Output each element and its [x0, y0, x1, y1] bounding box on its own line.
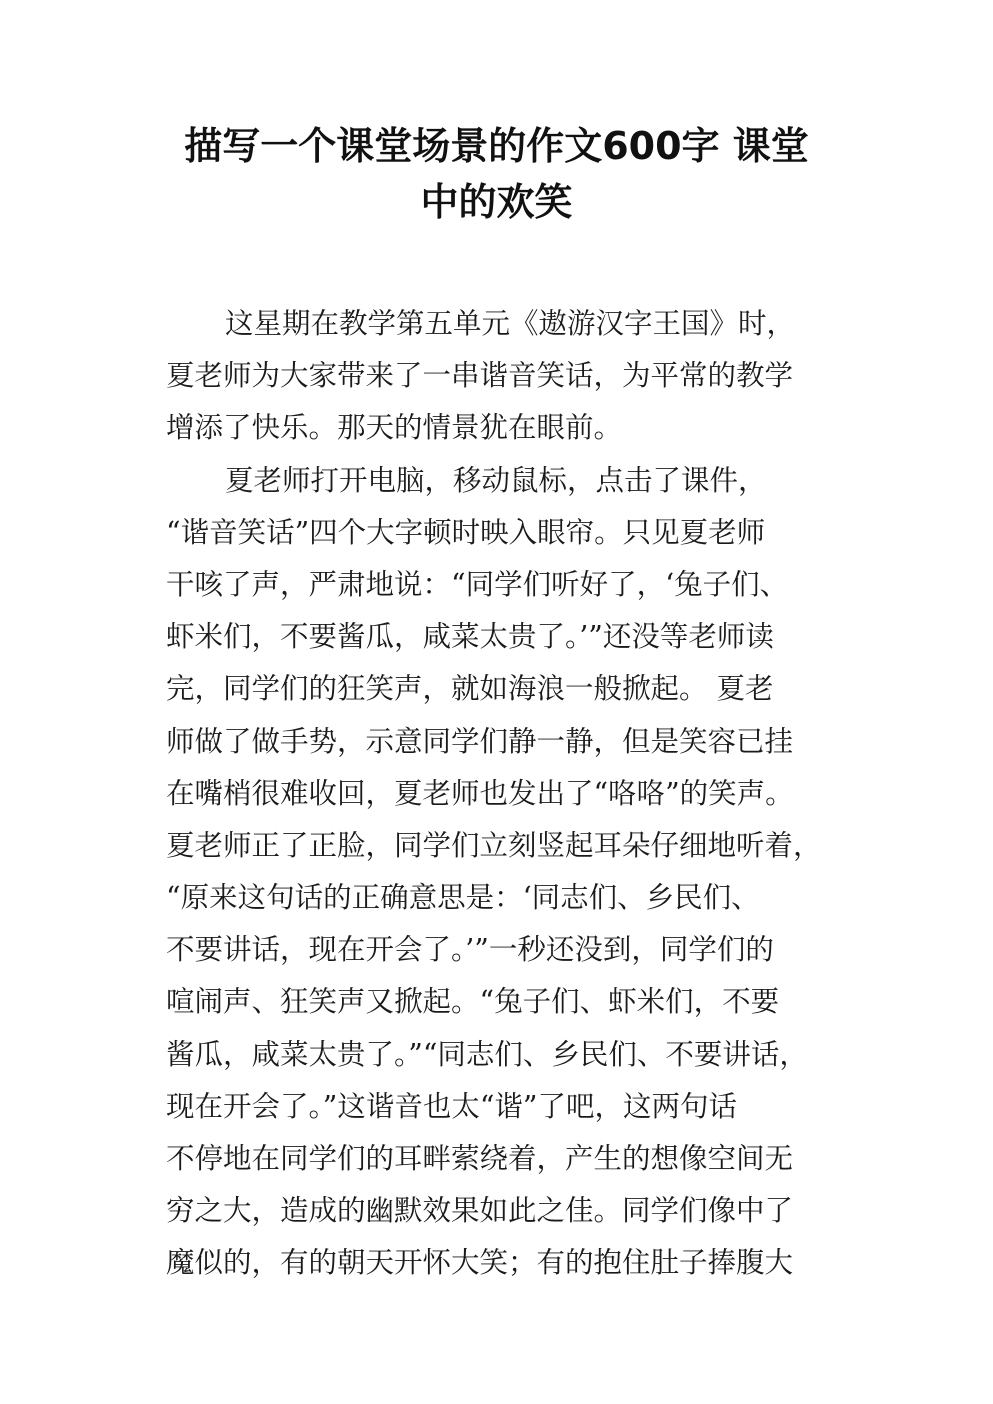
text-line: 酱瓜，咸菜太贵了。”“同志们、乡民们、不要讲话， [166, 1037, 808, 1071]
text-line: 夏老师正了正脸，同学们立刻竖起耳朵仔细地听着， [166, 828, 822, 862]
title-line: 描写一个课堂场景的作文600字 课堂 [184, 124, 809, 168]
text-line: 魔似的，有的朝天开怀大笑；有的抱住肚子捧腹大 [166, 1246, 794, 1280]
essay-body [166, 298, 846, 1290]
title-line: 中的欢笑 [420, 180, 573, 224]
text-line: “原来这句话的正确意思是：‘同志们、乡民们、 [166, 881, 760, 915]
text-line: 在嘴梢很难收回，夏老师也发出了“咯咯”的笑声。 [166, 776, 794, 810]
text-line: 喧闹声、狂笑声又掀起。“兔子们、虾米们，不要 [166, 985, 780, 1019]
paragraph-1 [166, 298, 846, 455]
text-line: 不停地在同学们的耳畔萦绕着，产生的想像空间无 [166, 1142, 794, 1175]
text-line: 穷之大，造成的幽默效果如此之佳。同学们像中了 [166, 1194, 794, 1228]
text-line: 增添了快乐。那天的情景犹在眼前。 [166, 411, 623, 445]
text-line: 师做了做手势，示意同学们静一静，但是笑容已挂 [166, 724, 794, 758]
text-line: 夏老师打开电脑，移动鼠标，点击了课件， [225, 463, 767, 497]
text-line: 干咳了声，严肃地说：“同学们听好了，‘兔子们、 [166, 567, 789, 601]
text-line: 虾米们，不要酱瓜，咸菜太贵了。’”还没等老师读 [166, 620, 774, 654]
text-line: 完，同学们的狂笑声，就如海浪一般掀起。 夏老 [166, 672, 774, 706]
text-line: 夏老师为大家带来了一串谐音笑话，为平常的教学 [166, 359, 794, 393]
essay-title [150, 118, 843, 230]
text-line: “谐音笑话”四个大字顿时映入眼帘。只见夏老师 [166, 515, 766, 549]
text-line: 不要讲话，现在开会了。’”一秒还没到，同学们的 [166, 933, 774, 967]
text-line: 现在开会了。”这谐音也太“谐”了吧，这两句话 [166, 1089, 737, 1123]
text-line: 这星期在教学第五单元《遨游汉字王国》时， [225, 307, 796, 340]
paragraph-2 [166, 455, 846, 1290]
